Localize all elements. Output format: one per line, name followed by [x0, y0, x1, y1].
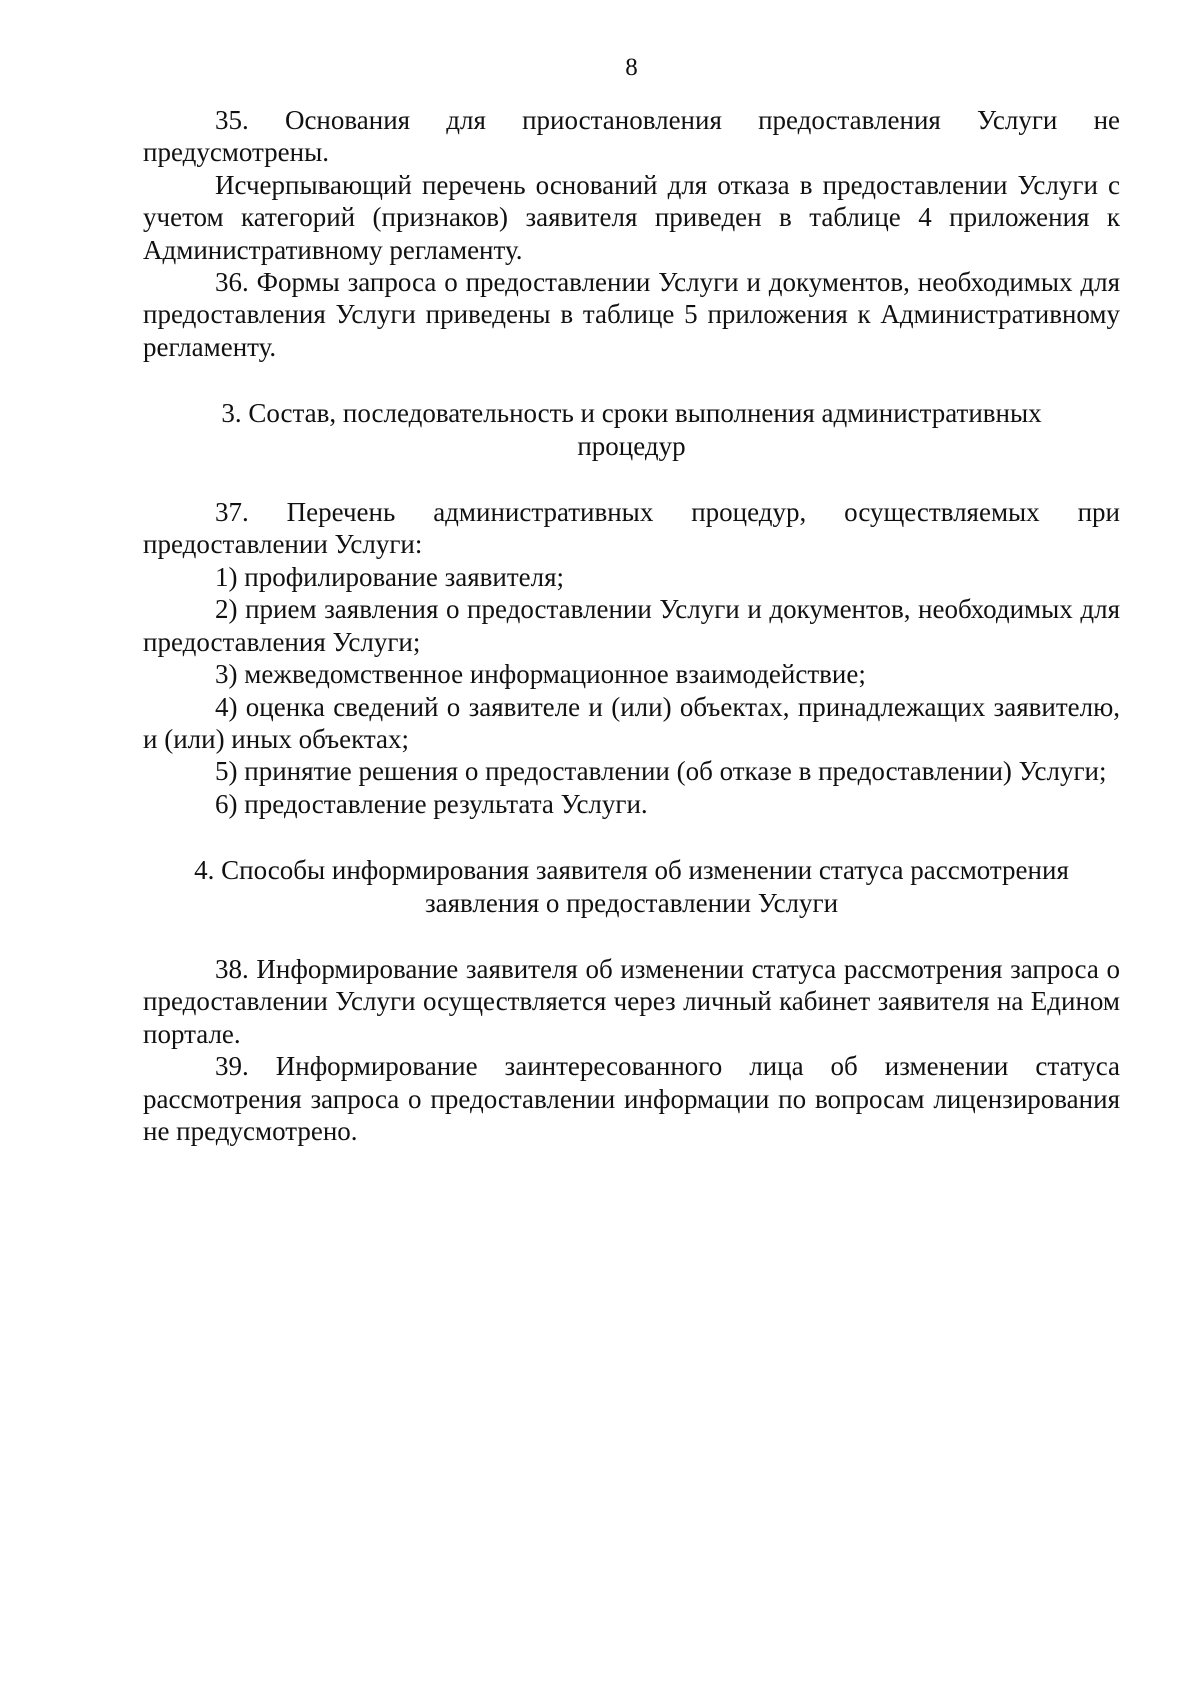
section-4-heading-line1: 4. Способы информирования заявителя об изменении статуса рассмотрения [194, 855, 1069, 886]
paragraph-35: 35. Основания для приостановления предоставления Услуги не предусмотрены. [143, 105, 1120, 168]
section-3-heading-line2: процедур [577, 430, 686, 461]
list-item-4: 4) оценка сведений о заявителе и (или) объектах, принадлежащих заявителю, и (или) иных объектах; [143, 691, 1120, 754]
paragraph-37: 37. Перечень административных процедур, осуществляемых при предоставлении Услуги: [143, 497, 1120, 560]
paragraph-38: 38. Информирование заявителя об изменении статуса рассмотрения запроса о предоставлении Услуги осуществляется через личный кабинет заявителя на Едином портале. [143, 953, 1120, 1049]
paragraph-39: 39. Информирование заинтересованного лица об изменении статуса рассмотрения запроса о предоставлении информации по вопросам лицензирования не предусмотрено. [143, 1051, 1120, 1146]
page-number: 8 [625, 54, 638, 81]
list-item-5: 5) принятие решения о предоставлении (об отказе в предоставлении) Услуги; [215, 756, 1107, 787]
document-page [143, 52, 1120, 1147]
section-4-heading [143, 854, 1120, 919]
list-item-3: 3) межведомственное информационное взаимодействие; [215, 659, 866, 690]
paragraph-refusal-grounds: Исчерпывающий перечень оснований для отказа в предоставлении Услуги с учетом категорий (признаков) заявителя приведен в таблице 4 приложения к Административному регламенту. [143, 169, 1120, 265]
paragraph-36: 36. Формы запроса о предоставлении Услуги и документов, необходимых для предоставления Услуги приведены в таблице 5 приложения к Административному регламенту. [143, 267, 1120, 362]
list-item-2: 2) прием заявления о предоставлении Услуги и документов, необходимых для предоставления Услуги; [143, 594, 1120, 657]
section-4-heading-line2: заявления о предоставлении Услуги [424, 887, 839, 918]
list-item-1: 1) профилирование заявителя; [215, 561, 565, 592]
section-3-heading-line1: 3. Состав, последовательность и сроки выполнения административных [221, 398, 1042, 429]
section-3-heading [143, 397, 1120, 462]
list-item-6: 6) предоставление результата Услуги. [215, 788, 648, 819]
